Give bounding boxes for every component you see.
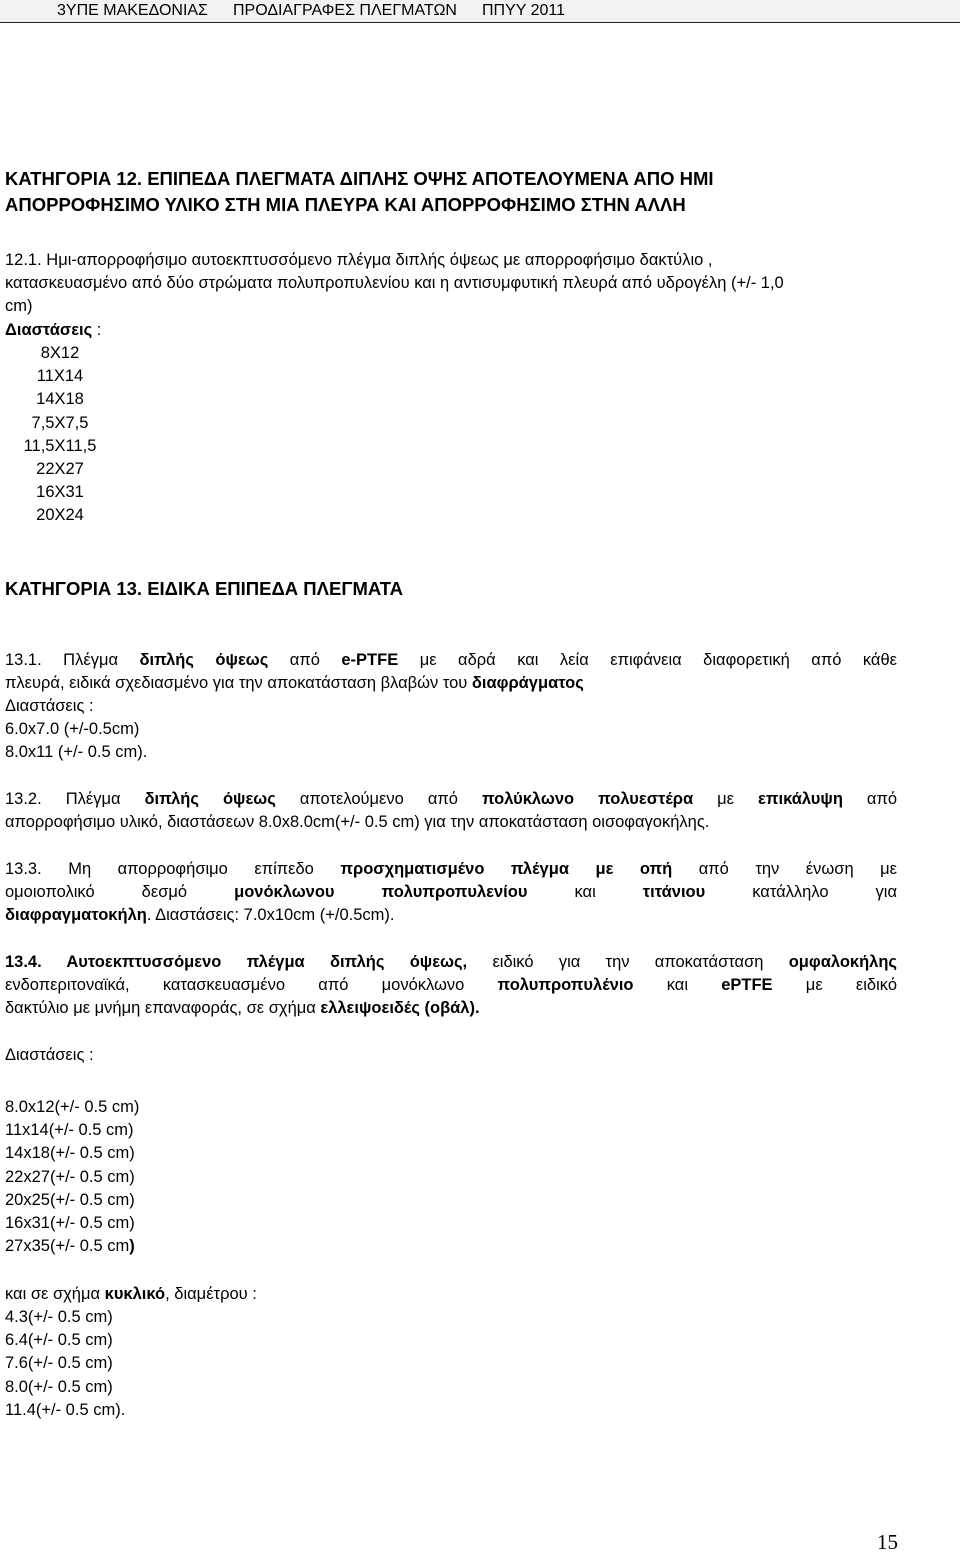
cat13-item3-line3: διαφραγματοκήλη. Διαστάσεις: 7.0x10cm (+/0.5cm). <box>5 906 395 924</box>
oval-dim-item: 14x18(+/- 0.5 cm) <box>5 1144 135 1163</box>
cat13-item1-line1: 13.1. Πλέγμα διπλής όψεως από e-PTFE με αδρά και λεία επιφάνεια διαφορετική από κάθε <box>5 651 897 669</box>
circ-dim-item: 8.0(+/- 0.5 cm) <box>5 1377 113 1396</box>
oval-dim-item: 22x27(+/- 0.5 cm) <box>5 1167 135 1186</box>
header-org: 3ΥΠΕ ΜΑΚΕΔΟΝΙΑΣ <box>57 2 208 19</box>
circ-dim-item: 4.3(+/- 0.5 cm) <box>5 1308 113 1326</box>
oval-dim-item-last: 27x35(+/- 0.5 cm) <box>5 1237 135 1256</box>
cat12-dims-list <box>0 342 120 528</box>
cat12-heading-line1: ΚΑΤΗΓΟΡΙΑ 12. ΕΠΙΠΕΔΑ ΠΛΕΓΜΑΤΑ ΔΙΠΛΗΣ ΟΨΗΣ ΑΠΟΤΕΛΟΥΜΕΝΑ ΑΠΟ ΗΜΙ <box>5 168 714 189</box>
oval-dim-item: 11x14(+/- 0.5 cm) <box>5 1121 134 1140</box>
circ-dim-item: 6.4(+/- 0.5 cm) <box>5 1331 113 1350</box>
page-header <box>0 0 960 23</box>
circ-dim-item: 7.6(+/- 0.5 cm) <box>5 1354 113 1373</box>
header-title: ΠΡΟΔΙΑΓΡΑΦΕΣ ΠΛΕΓΜΑΤΩΝ <box>233 2 457 19</box>
circular-dims-list <box>5 1306 125 1422</box>
header-year: ΠΠΥΥ 2011 <box>482 2 566 19</box>
circular-label: και σε σχήμα κυκλικό, διαμέτρου : <box>5 1285 257 1303</box>
dim-item: 8X12 <box>40 344 80 362</box>
cat13-item3-line1: 13.3. Μη απορροφήσιμο επίπεδο προσχηματισμένο πλέγμα με οπή από την ένωση με <box>5 860 897 878</box>
cat12-item1-line1: 12.1. Ημι-απορροφήσιμο αυτοεκπτυσσόμενο πλέγμα διπλής όψεως με απορροφήσιμο δακτύλιο , <box>5 251 713 269</box>
oval-dim-item: 16x31(+/- 0.5 cm) <box>5 1213 135 1232</box>
dim-item: 16X31 <box>36 483 84 502</box>
dim-item: 20X24 <box>36 506 84 525</box>
cat13-item4-line2: ενδοπεριτοναϊκά, κατασκευασμένο από μονόκλωνο πολυπροπυλένιο και ePTFE με ειδικό <box>5 976 897 994</box>
cat12-heading-line2: ΑΠΟΡΡΟΦΗΣΙΜΟ ΥΛΙΚΟ ΣΤΗ ΜΙΑ ΠΛΕΥΡΑ ΚΑΙ ΑΠΟΡΡΟΦΗΣΙΜΟ ΣΤΗΝ ΑΛΛΗ <box>5 194 686 215</box>
cat12-item1-line2: κατασκευασμένο από δύο στρώματα πολυπροπυλενίου και η αντισυμφυτική πλευρά από υδρογέλη (+/- 1,0 <box>5 274 784 292</box>
dim-item: 7,5X7,5 <box>31 413 89 432</box>
circ-dim-item: 11.4(+/- 0.5 cm). <box>5 1400 126 1419</box>
cat13-item3-line2: ομοιοπολικό δεσμό μονόκλωνου πολυπροπυλενίου και τιτάνιου κατάλληλο για <box>5 883 898 901</box>
cat13-item1-line2: πλευρά, ειδικά σχεδιασμένο για την αποκατάσταση βλαβών του διαφράγματος <box>5 674 584 692</box>
oval-dim-item: 8.0x12(+/- 0.5 cm) <box>5 1098 140 1116</box>
cat13-item1-dim2: 8.0x11 (+/- 0.5 cm). <box>5 743 148 761</box>
cat13-item4-line3: δακτύλιο με μνήμη επαναφοράς, σε σχήμα ελλειψοειδές (οβάλ). <box>5 999 480 1017</box>
cat13-item1-dim1: 6.0x7.0 (+/-0.5cm) <box>5 720 140 738</box>
dim-item: 11X14 <box>36 367 84 386</box>
cat13-item4-line1: 13.4. Αυτοεκπτυσσόμενο πλέγμα διπλής όψεως, ειδικό για την αποκατάσταση ομφαλοκήλης <box>5 953 898 971</box>
cat13-item4-dims-label: Διαστάσεις : <box>5 1046 94 1064</box>
oval-dims-list <box>5 1096 139 1258</box>
cat12-dims-label-text: Διαστάσεις <box>5 321 93 339</box>
dim-item: 11,5X11,5 <box>23 436 97 455</box>
oval-dim-item: 20x25(+/- 0.5 cm) <box>5 1190 135 1209</box>
page-number: 15 <box>877 1530 898 1554</box>
cat12-dims-colon: : <box>92 321 102 339</box>
cat13-item2-line1: 13.2. Πλέγμα διπλής όψεως αποτελούμενο από πολύκλωνο πολυεστέρα με επικάλυψη από <box>5 790 898 808</box>
cat12-dims-label <box>5 319 101 342</box>
dim-item: 14X18 <box>36 390 84 409</box>
cat13-item1-dims-label: Διαστάσεις : <box>5 697 94 715</box>
dim-item: 22X27 <box>36 459 84 478</box>
cat13-heading: ΚΑΤΗΓΟΡΙΑ 13. ΕΙΔΙΚΑ ΕΠΙΠΕΔΑ ΠΛΕΓΜΑΤΑ <box>5 578 403 599</box>
cat13-item2-line2: απορροφήσιμο υλικό, διαστάσεων 8.0x8.0cm(+/- 0.5 cm) για την αποκατάσταση οισοφαγοκήλης. <box>5 813 710 831</box>
cat12-item1-line3: cm) <box>5 297 33 315</box>
